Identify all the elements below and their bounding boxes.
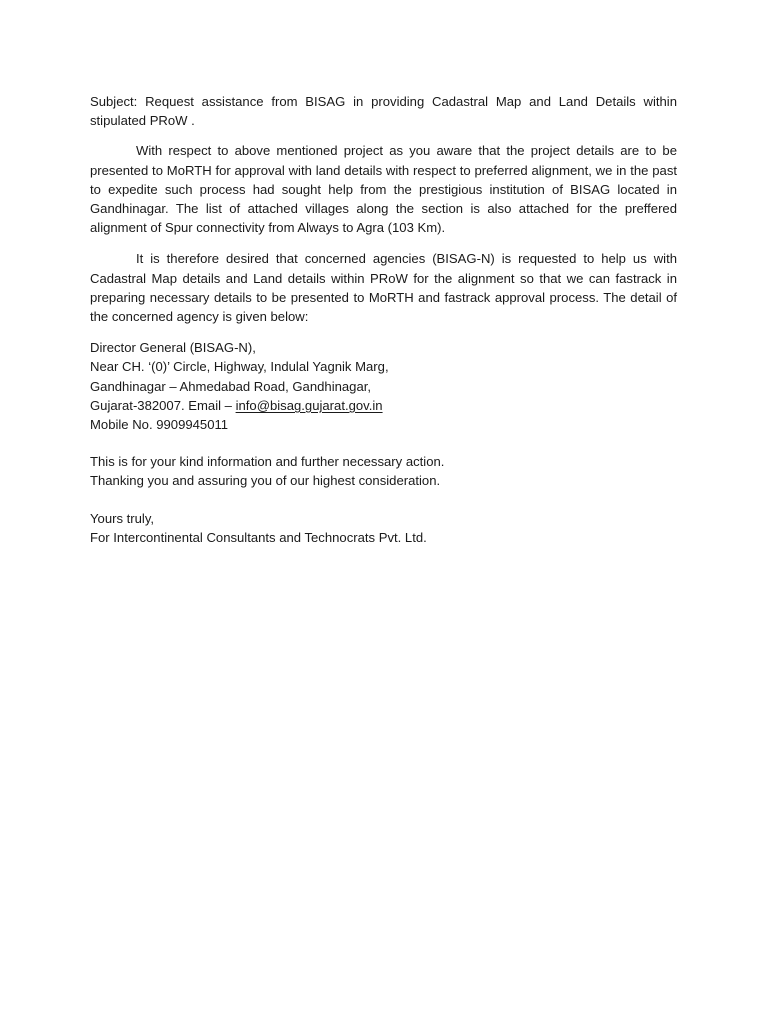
paragraph-project-details: With respect to above mentioned project as you aware that the project details are to be presented to MoRTH for approval with land details with respect to preferred alignment, we in the past to expedite such process had sought help from the prestigious institution of BISAG located in Gandhinagar. The list of attached villages along the section is also attached for the preffered alignment of Spur connectivity from Always to Agra (103 Km). [90, 143, 677, 236]
paragraph-request: It is therefore desired that concerned agencies (BISAG-N) is requested to help us with Cadastral Map details and Land details within PRoW for the alignment so that we can fastrack in preparing necessary details to be presented to MoRTH and fastrack approval process. The detail of the concerned agency is given below: [90, 251, 677, 325]
address-pin-label: Gujarat-382007. Email – [90, 397, 236, 413]
subject-line: Subject: Request assistance from BISAG in providing Cadastral Map and Land Details within stipulated PRoW . [90, 94, 677, 129]
spacer [90, 491, 677, 509]
closing-line-thanks: Thanking you and assuring you of our highest consideration. [90, 473, 441, 489]
letter-body [90, 92, 677, 547]
email-link[interactable]: info@bisag.gujarat.gov.in [235, 397, 383, 413]
closing-line-information: This is for your kind information and further necessary action. [90, 454, 445, 470]
closing-block [90, 452, 677, 490]
address-line-street: Near CH. ‘(0)’ Circle, Highway, Indulal Yagnik Marg, [90, 359, 389, 375]
signoff-company: For Intercontinental Consultants and Technocrats Pvt. Ltd. [90, 529, 427, 545]
signoff-salutation: Yours truly, [90, 510, 155, 526]
address-line-pin-email [90, 396, 677, 415]
address-mobile: Mobile No. 9909945011 [90, 417, 229, 433]
address-line-title: Director General (BISAG-N), [90, 340, 256, 356]
signoff-block [90, 509, 677, 547]
address-line-road: Gandhinagar – Ahmedabad Road, Gandhinagar, [90, 378, 372, 394]
agency-address [90, 338, 677, 434]
spacer [90, 434, 677, 452]
